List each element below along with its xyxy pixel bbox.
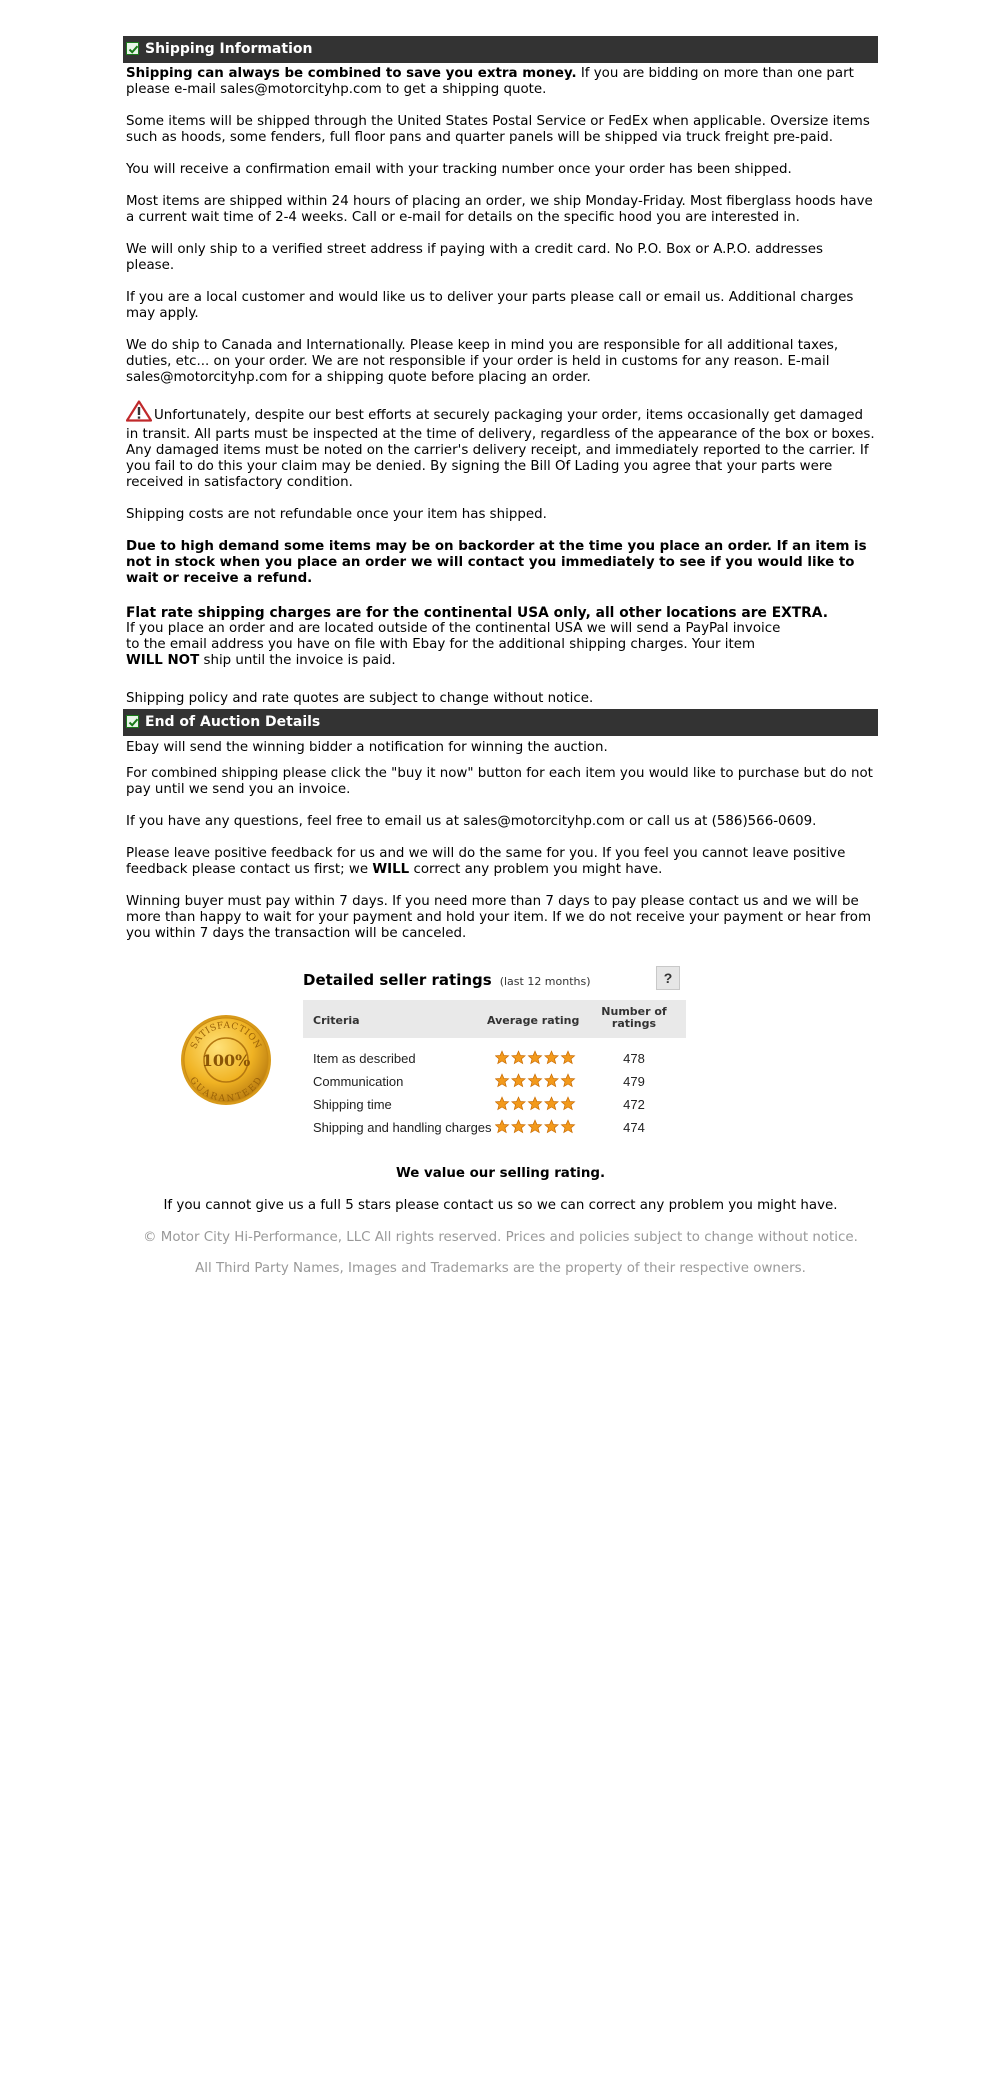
star-icon bbox=[495, 1120, 508, 1132]
shipping-confirmation-text: You will receive a confirmation email with your tracking number once your order has been shipped. bbox=[126, 162, 792, 177]
star-icon bbox=[495, 1074, 508, 1086]
shipping-timing-text: Most items are shipped within 24 hours of placing an order, we ship Monday-Friday. Most fiberglass hoods have a current wait time of 2-4 weeks. Call or e-mail for details on the specific hood you are interested in. bbox=[126, 194, 873, 225]
rating-row bbox=[303, 1071, 686, 1094]
star-icon bbox=[545, 1097, 558, 1109]
rating-count: 478 bbox=[623, 1051, 645, 1066]
copyright-text: © Motor City Hi-Performance, LLC All rights reserved. Prices and policies subject to change without notice. bbox=[143, 1230, 858, 1245]
auction-section-header bbox=[123, 709, 878, 736]
listing-content bbox=[123, 36, 878, 1277]
ratings-title: Detailed seller ratings (last 12 months) bbox=[303, 971, 591, 989]
warning-icon bbox=[126, 400, 152, 427]
star-icon bbox=[545, 1051, 558, 1063]
shipping-section-header bbox=[123, 36, 878, 63]
star-icon bbox=[561, 1097, 574, 1109]
shipping-address-text: We will only ship to a verified street address if paying with a credit card. No P.O. Box or A.P.O. addresses please. bbox=[126, 242, 823, 273]
shipping-intro: Shipping can always be combined to save you extra money. If you are bidding on more than one part please e-mail sales@motorcityhp.com to get a shipping quote. bbox=[126, 66, 854, 97]
star-icon bbox=[495, 1097, 508, 1109]
rating-row bbox=[303, 1117, 686, 1140]
shipping-damage-text: Unfortunately, despite our best efforts at securely packaging your order, items occasionally get damaged in transit. All parts must be inspected at the time of delivery, regardless of the appearance of the box or boxes. Any damaged items must be noted on the carrier's delivery receipt, and immediately reported to the carrier. If you fail to do this your claim may be denied. By signing the Bill Of Lading you agree that your parts were received in satisfactory condition. bbox=[126, 400, 875, 491]
seal-top-text: SATISFACTION bbox=[189, 1020, 263, 1051]
ratings-rows bbox=[303, 1038, 686, 1140]
checkbox-icon bbox=[126, 715, 139, 728]
star-icon bbox=[561, 1051, 574, 1063]
column-average-rating: Average rating bbox=[487, 1014, 580, 1027]
satisfaction-seal bbox=[180, 1014, 272, 1106]
star-icon bbox=[528, 1120, 541, 1132]
shipping-refund-text: Shipping costs are not refundable once your item has shipped. bbox=[126, 507, 547, 522]
auction-section-body bbox=[123, 740, 878, 942]
star-icon bbox=[512, 1074, 525, 1086]
flat-rate-title: Flat rate shipping charges are for the continental USA only, all other locations are EXTRA. bbox=[126, 605, 828, 621]
shipping-section-title: Shipping Information bbox=[145, 41, 313, 57]
contact-note: If you cannot give us a full 5 stars please contact us so we can correct any problem you might have. bbox=[163, 1198, 838, 1213]
trademark-text: All Third Party Names, Images and Trademarks are the property of their respective owners. bbox=[195, 1261, 806, 1276]
ratings-period: (last 12 months) bbox=[499, 975, 591, 988]
star-rating bbox=[495, 1050, 579, 1069]
seal-center-text: 100% bbox=[201, 1051, 251, 1070]
star-icon bbox=[528, 1074, 541, 1086]
shipping-carriers-text: Some items will be shipped through the United States Postal Service or FedEx when applicable. Oversize items such as hoods, some fenders, full floor pans and quarter panels will be shipped via truck freight pre-paid. bbox=[126, 114, 870, 145]
seal-bottom-text: GUARANTEED bbox=[187, 1075, 265, 1105]
star-icon bbox=[561, 1074, 574, 1086]
auction-payment-text: Winning buyer must pay within 7 days. If you need more than 7 days to pay please contact us and we will be more than happy to wait for your payment and hold your item. If we do not receive your payment or hear from you within 7 days the transaction will be canceled. bbox=[126, 894, 872, 941]
auction-questions-text: If you have any questions, feel free to email us at sales@motorcityhp.com or call us at (586)566-0609. bbox=[126, 814, 817, 829]
column-criteria: Criteria bbox=[313, 1014, 360, 1027]
flat-rate-text: If you place an order and are located outside of the continental USA we will send a PayPal invoice to the email address you have on file with Ebay for the additional shipping charges. Your item WILL NOT ship until the invoice is paid. bbox=[126, 621, 781, 668]
shipping-section-body bbox=[123, 66, 878, 707]
rating-count: 472 bbox=[623, 1097, 645, 1112]
shipping-local-text: If you are a local customer and would like us to deliver your parts please call or email us. Additional charges may apply. bbox=[126, 290, 854, 321]
shipping-policy-text: Shipping policy and rate quotes are subject to change without notice. bbox=[126, 691, 594, 706]
auction-feedback-text: Please leave positive feedback for us and we will do the same for you. If you feel you cannot leave positive feedback please contact us first; we WILL correct any problem you might have. bbox=[126, 846, 846, 877]
rating-criteria-name: Shipping and handling charges bbox=[313, 1120, 492, 1135]
star-icon bbox=[528, 1051, 541, 1063]
checkbox-icon bbox=[126, 42, 139, 55]
backorder-text: Due to high demand some items may be on backorder at the time you place an order. If an item is not in stock when you place an order we will contact you immediately to see if you would like to wait or receive a refund. bbox=[126, 539, 867, 586]
selling-rating-title: We value our selling rating. bbox=[395, 1166, 606, 1181]
rating-count: 474 bbox=[623, 1120, 645, 1135]
rating-row bbox=[303, 1094, 686, 1117]
star-icon bbox=[512, 1120, 525, 1132]
rating-count: 479 bbox=[623, 1074, 645, 1089]
ratings-area bbox=[123, 966, 878, 1156]
rating-criteria-name: Communication bbox=[313, 1074, 404, 1089]
ratings-column-headers bbox=[303, 1000, 686, 1038]
star-icon bbox=[545, 1074, 558, 1086]
seller-ratings-box bbox=[303, 966, 686, 1140]
auction-combined-text: For combined shipping please click the "buy it now" button for each item you would like to purchase but do not pay until we send you an invoice. bbox=[126, 766, 873, 797]
star-icon bbox=[528, 1097, 541, 1109]
ratings-header bbox=[303, 966, 686, 1000]
star-icon bbox=[495, 1051, 508, 1063]
star-rating bbox=[495, 1119, 579, 1138]
star-icon bbox=[545, 1120, 558, 1132]
auction-notify-text: Ebay will send the winning bidder a notification for winning the auction. bbox=[126, 740, 608, 755]
star-icon bbox=[561, 1120, 574, 1132]
auction-section-title: End of Auction Details bbox=[145, 714, 321, 730]
help-button[interactable]: ? bbox=[656, 966, 680, 990]
rating-criteria-name: Shipping time bbox=[313, 1097, 392, 1112]
star-icon bbox=[512, 1051, 525, 1063]
column-number-of-ratings: Number of ratings bbox=[601, 1005, 667, 1030]
rating-row bbox=[303, 1048, 686, 1071]
shipping-international-text: We do ship to Canada and Internationally. Please keep in mind you are responsible for all additional taxes, duties, etc... on your order. We are not responsible if your order is held in customs for any reason. E-mail sales@motorcityhp.com for a shipping quote before placing an order. bbox=[126, 338, 839, 385]
rating-criteria-name: Item as described bbox=[313, 1051, 416, 1066]
star-rating bbox=[495, 1096, 579, 1115]
star-icon bbox=[512, 1097, 525, 1109]
star-rating bbox=[495, 1073, 579, 1092]
